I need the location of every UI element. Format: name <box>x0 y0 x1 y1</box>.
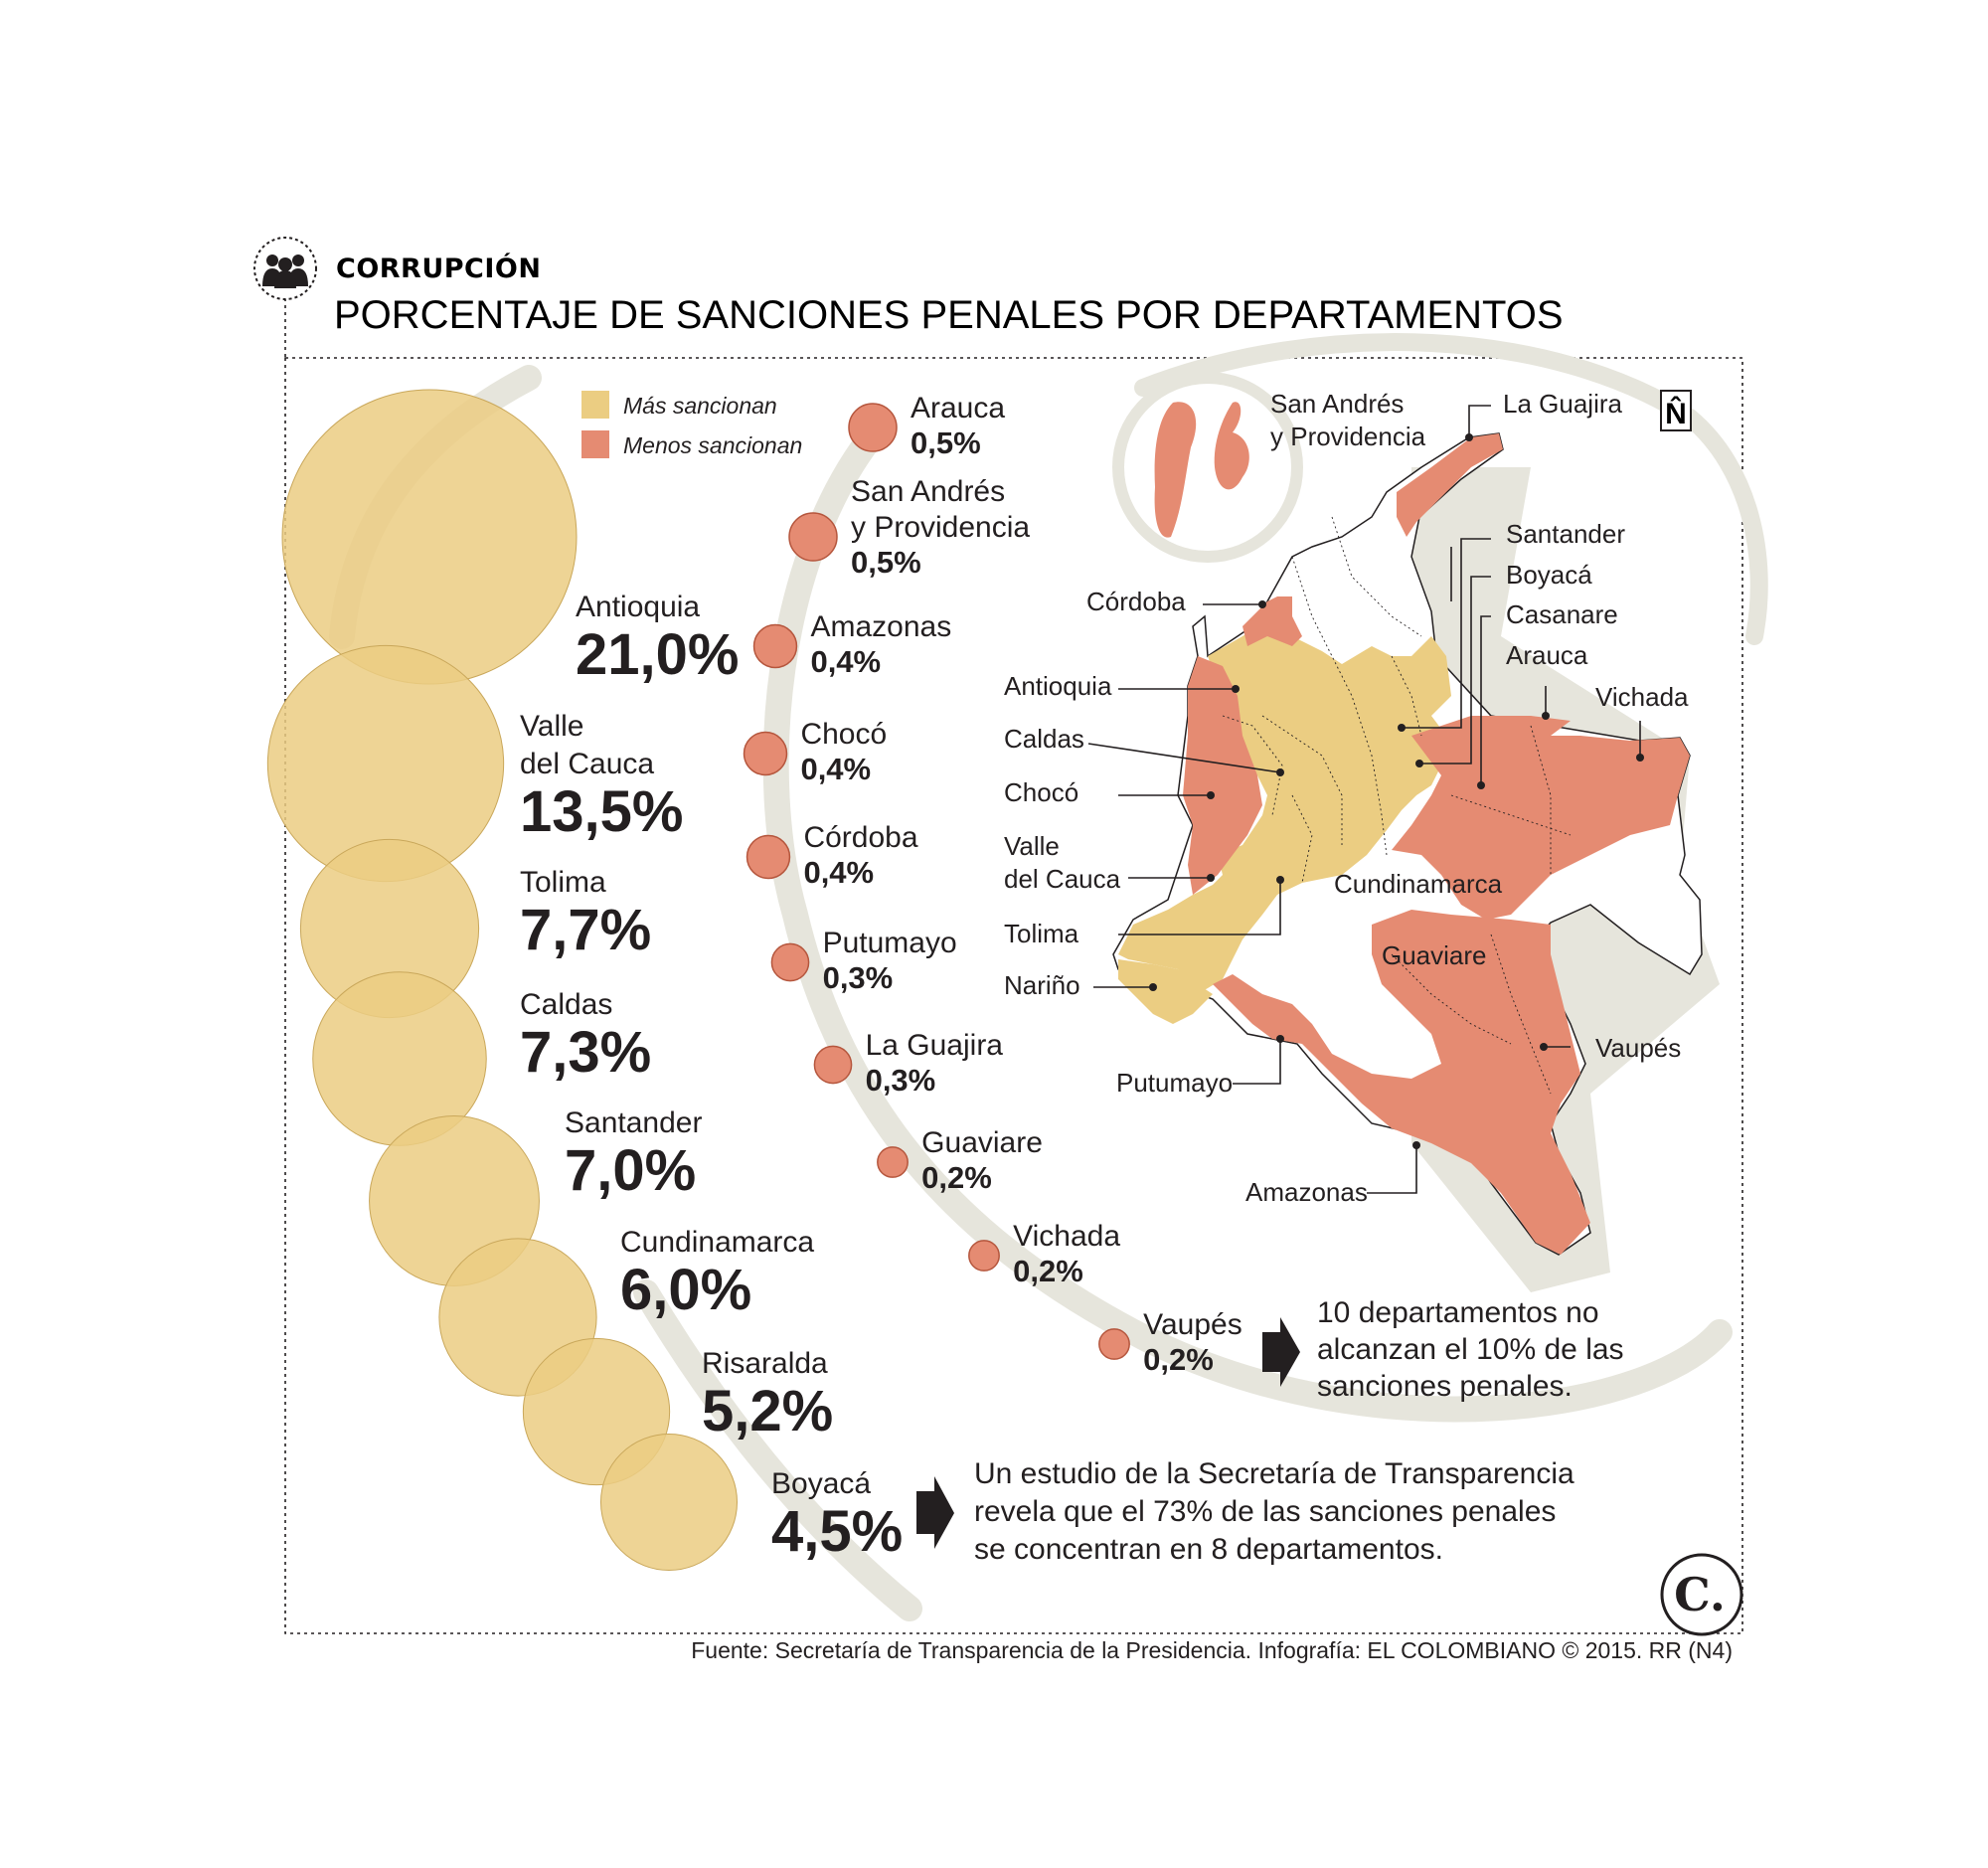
bubble-label-la-guajira: La Guajira <box>865 1029 1004 1062</box>
bubble-value-cordoba: 0,4% <box>803 855 875 890</box>
bubble-value-risaralda: 5,2% <box>702 1379 834 1443</box>
people-icon-figures <box>262 255 308 288</box>
bubble-value-tolima: 7,7% <box>520 898 652 962</box>
bubble-label-antioquia: Antioquia <box>576 591 701 623</box>
bubble-value-caldas: 7,3% <box>520 1020 652 1085</box>
map-label-vaupes: Vaupés <box>1595 1033 1682 1063</box>
page-title: PORCENTAJE DE SANCIONES PENALES POR DEPARTAMENTOS <box>334 293 1564 337</box>
note-study <box>916 1457 1574 1566</box>
arrow-icon <box>916 1476 954 1549</box>
note-low <box>1262 1296 1624 1403</box>
map-label-arauca: Arauca <box>1506 640 1588 670</box>
legend-swatch-more <box>581 391 609 419</box>
map-label-guaviare: Guaviare <box>1382 940 1487 970</box>
bubble-label-boyaca: Boyacá <box>771 1467 872 1500</box>
logo-text: C. <box>1674 1568 1726 1621</box>
bubble-label-cordoba: Córdoba <box>803 821 918 854</box>
bubble-label-caldas: Caldas <box>520 988 613 1021</box>
legend-swatch-less <box>581 430 609 458</box>
map-label-antioquia: Antioquia <box>1004 671 1112 701</box>
bubble-label-san-andres-y-providencia: San Andrés <box>851 475 1006 508</box>
bubble-choco <box>745 733 787 775</box>
bubble-cordoba <box>747 836 790 879</box>
map-label-vichada: Vichada <box>1595 682 1689 712</box>
map-label-caldas: Caldas <box>1004 724 1084 754</box>
map-label-cundinamarca: Cundinamarca <box>1334 869 1503 899</box>
map-label-boyaca: Boyacá <box>1506 560 1592 590</box>
bubbles-more <box>267 390 740 1571</box>
legend <box>581 391 802 458</box>
bubble-label-vaupes: Vaupés <box>1143 1308 1242 1341</box>
bubble-label-santander: Santander <box>565 1106 703 1139</box>
bubble-value-arauca: 0,5% <box>911 425 981 460</box>
legend-more-label: Más sancionan <box>623 393 777 419</box>
bubble-guaviare <box>878 1147 908 1177</box>
map-label-choco: Chocó <box>1004 777 1079 807</box>
bubble-putumayo <box>771 943 808 980</box>
map-label-cordoba: Córdoba <box>1086 587 1186 616</box>
source-text: Fuente: Secretaría de Transparencia de la Presidencia. Infografía: EL COLOMBIANO © 2015. RR (N4) <box>691 1637 1733 1663</box>
map-label-putumayo: Putumayo <box>1116 1068 1234 1098</box>
map-inset-label-2: y Providencia <box>1270 422 1426 451</box>
bubble-la-guajira <box>814 1046 851 1083</box>
bubble-boyaca <box>600 1434 737 1570</box>
bubble-arauca <box>849 404 897 451</box>
bubble-label-putumayo: Putumayo <box>822 927 957 959</box>
bubble-antioquia <box>282 390 577 684</box>
bubble-amazonas <box>754 625 797 668</box>
bubble-value-valle-del-cauca: 13,5% <box>520 779 684 844</box>
map-label-amazonas: Amazonas <box>1245 1177 1368 1207</box>
bubble-value-vichada: 0,2% <box>1013 1254 1083 1288</box>
map-label-casanare: Casanare <box>1506 599 1618 629</box>
providencia-island <box>1215 402 1249 489</box>
note-low-line-2: alcanzan el 10% de las <box>1317 1333 1624 1366</box>
bubble-value-vaupes: 0,2% <box>1143 1342 1214 1377</box>
bubble-value-choco: 0,4% <box>800 752 872 786</box>
bubble-label-valle-del-cauca: Valle <box>520 710 584 743</box>
note-study-line-1: Un estudio de la Secretaría de Transparencia <box>974 1457 1574 1490</box>
bubble-value-cundinamarca: 6,0% <box>620 1258 752 1322</box>
note-low-line-1: 10 departamentos no <box>1317 1296 1599 1329</box>
bubble-vichada <box>969 1241 999 1271</box>
legend-less-label: Menos sancionan <box>623 432 803 458</box>
bubble-label-vichada: Vichada <box>1013 1220 1121 1253</box>
bubble-label-amazonas: Amazonas <box>810 610 952 643</box>
bubble-vaupes <box>1099 1329 1129 1359</box>
note-low-line-3: sanciones penales. <box>1317 1370 1573 1403</box>
bubble-value-amazonas: 0,4% <box>810 644 882 679</box>
bubble-value-santander: 7,0% <box>565 1138 697 1203</box>
bubble-value-guaviare: 0,2% <box>921 1160 992 1195</box>
map-label-santander: Santander <box>1506 519 1625 549</box>
san-andres-island <box>1155 402 1197 537</box>
map-label-valle-1: Valle <box>1004 831 1060 861</box>
map-label-la-guajira: La Guajira <box>1503 389 1622 419</box>
map-label-tolima: Tolima <box>1004 919 1079 948</box>
bubble-san-andres-y-providencia <box>789 513 837 561</box>
bubble-label-san-andres-y-providencia: y Providencia <box>851 511 1031 544</box>
colombia-map <box>1004 378 1720 1292</box>
bubble-value-boyaca: 4,5% <box>771 1499 904 1564</box>
bubble-value-putumayo: 0,3% <box>822 960 894 995</box>
map-label-valle-2: del Cauca <box>1004 864 1121 894</box>
bubble-label-choco: Chocó <box>800 718 888 751</box>
bubble-label-guaviare: Guaviare <box>921 1126 1043 1159</box>
section-tag: CORRUPCIÓN <box>336 254 542 284</box>
bubble-label-valle-del-cauca: del Cauca <box>520 748 655 780</box>
note-study-line-2: revela que el 73% de las sanciones penales <box>974 1495 1557 1528</box>
bubble-value-la-guajira: 0,3% <box>865 1063 936 1098</box>
north-symbol: N̂ <box>1665 398 1687 430</box>
bubble-label-tolima: Tolima <box>520 866 606 899</box>
bubble-value-antioquia: 21,0% <box>576 622 740 687</box>
bubble-label-risaralda: Risaralda <box>702 1347 828 1380</box>
note-study-line-3: se concentran en 8 departamentos. <box>974 1533 1443 1566</box>
bubble-label-arauca: Arauca <box>911 392 1006 425</box>
bubble-value-san-andres-y-providencia: 0,5% <box>851 545 921 580</box>
map-label-narino: Nariño <box>1004 970 1080 1000</box>
map-inset-label-1: San Andrés <box>1270 389 1405 419</box>
bubble-label-cundinamarca: Cundinamarca <box>620 1226 815 1259</box>
